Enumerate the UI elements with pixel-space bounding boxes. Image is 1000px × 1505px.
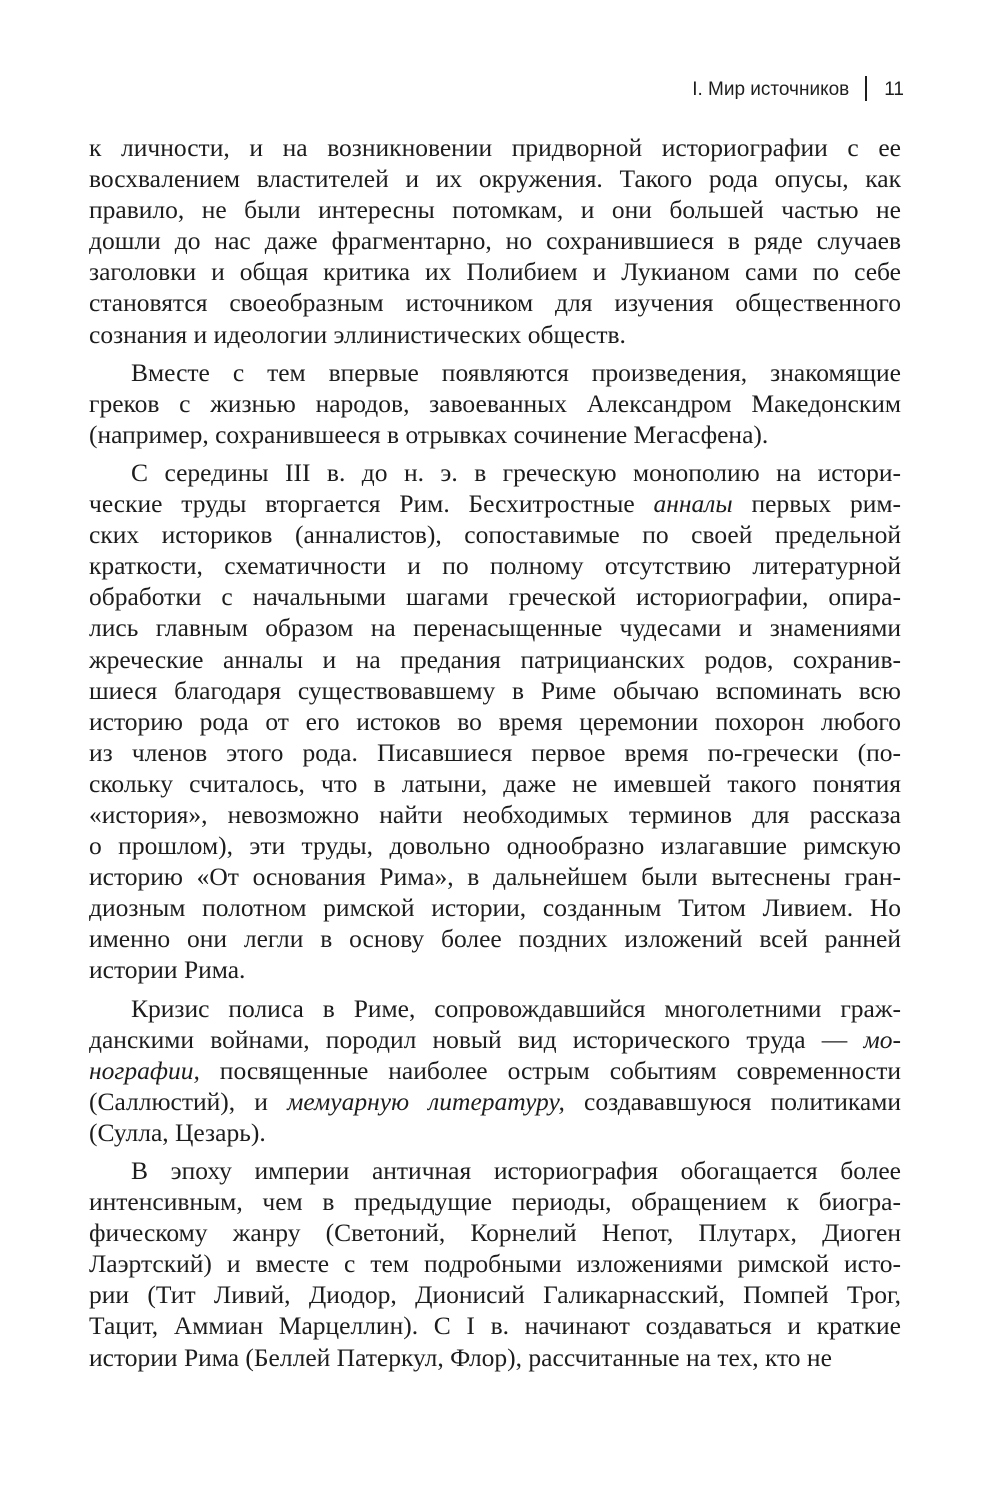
text-run: лись главным образом на перенасыщенные чудесами и знамениями: [89, 613, 901, 643]
text-line: [89, 132, 901, 163]
text-line: [89, 993, 901, 1024]
text-run: (Сулла, Цезарь).: [89, 1117, 266, 1147]
text-run: диозным полотном римской истории, созданным Титом Ливием. Но: [89, 893, 901, 923]
text-line: [89, 706, 901, 737]
text-line: [89, 357, 901, 388]
text-run: В эпоху империи античная историография обогащается более: [131, 1156, 901, 1185]
text-run: «история», невозможно найти необходимых терминов для рассказа: [89, 799, 901, 829]
text-line: [89, 1186, 901, 1217]
text-run: к личности, и на возникновении придворной историографии с ее: [89, 133, 901, 162]
text-run: шиеся благодаря существовавшему в Риме обычаю вспоминать всю: [89, 675, 901, 705]
text-run: греков с жизнью народов, завоеванных Александром Македонским: [89, 388, 901, 418]
text-run: краткости, схематичности и по полному отсутствию литературной: [89, 551, 901, 581]
text-line: [89, 1155, 901, 1186]
text-run: Кризис полиса в Риме, сопровождавшийся многолетними граж-: [131, 993, 901, 1023]
text-run: именно они легли в основу более поздних изложений всей ранней: [89, 924, 901, 954]
text-line: [89, 923, 901, 954]
text-run: правило, не были интересны потомкам, и они большей частью не: [89, 195, 901, 225]
text-line: [89, 388, 901, 419]
text-line: [89, 419, 901, 450]
text-line: [89, 799, 901, 830]
text-run: о прошлом), эти труды, довольно однообразно излагавшие римскую: [89, 831, 901, 861]
text-run: жреческие анналы и на предания патрицианских родов, сохранив-: [89, 644, 901, 674]
text-line: [89, 1310, 901, 1341]
paragraph: [89, 357, 901, 450]
text-line: [89, 861, 901, 892]
text-line: [89, 457, 901, 488]
text-run: Тацит, Аммиан Марцеллин). С I в. начинают создаваться и краткие: [89, 1311, 901, 1341]
paragraph: [89, 993, 901, 1148]
italic-term: нографии,: [89, 1055, 200, 1085]
text-line: [89, 194, 901, 225]
italic-term: анналы: [653, 489, 733, 519]
text-line: [89, 1117, 901, 1148]
body-text: [89, 132, 901, 1373]
text-run: истории Рима.: [89, 955, 246, 985]
text-line: [89, 581, 901, 612]
text-line: [89, 892, 901, 923]
paragraph: [89, 132, 901, 350]
text-run: сознания и идеологии эллинистических обществ.: [89, 319, 626, 349]
paragraph: [89, 457, 901, 986]
text-line: [89, 1279, 901, 1310]
text-line: [89, 1055, 901, 1086]
text-run: дошли до нас даже фрагментарно, но сохранившиеся в ряде случаев: [89, 226, 901, 256]
header-divider: [865, 76, 867, 101]
text-run: интенсивным, чем в предыдущие периоды, обращением к биогра-: [89, 1187, 901, 1217]
chapter-title: I. Мир источников: [692, 79, 850, 100]
text-line: [89, 1342, 901, 1373]
text-run: ских историков (анналистов), сопоставимые по своей предельной: [89, 520, 901, 550]
text-run: ческие труды вторгается Рим. Бесхитростные: [89, 489, 654, 519]
text-line: [89, 1024, 901, 1055]
text-run: первых рим-: [732, 489, 902, 519]
text-line: [89, 163, 901, 194]
text-run: фическому жанру (Светоний, Корнелий Непот, Плутарх, Диоген: [89, 1218, 901, 1248]
text-run: Лаэртский) и вместе с тем подробными изложениями римской исто-: [89, 1249, 901, 1279]
paragraph: [89, 1155, 901, 1373]
text-line: [89, 519, 901, 550]
text-line: [89, 550, 901, 581]
running-head: [692, 76, 904, 103]
text-line: [89, 1217, 901, 1248]
text-run: рии (Тит Ливий, Диодор, Дионисий Галикарнасский, Помпей Трог,: [89, 1280, 901, 1310]
text-line: [89, 644, 901, 675]
text-line: [89, 319, 901, 350]
text-run: создававшуюся политиками: [564, 1086, 901, 1116]
text-line: [89, 488, 901, 519]
text-line: [89, 225, 901, 256]
page-number: 11: [884, 79, 904, 100]
text-run: обработки с начальными шагами греческой историографии, опира-: [89, 582, 901, 612]
text-run: становятся своеобразным источником для изучения общественного: [89, 288, 901, 318]
text-line: [89, 1086, 901, 1117]
text-run: истории Рима (Беллей Патеркул, Флор), рассчитанные на тех, кто не: [89, 1342, 832, 1372]
text-line: [89, 612, 901, 643]
text-line: [89, 287, 901, 318]
text-run: из членов этого рода. Писавшиеся первое время по-гречески (по-: [89, 737, 901, 767]
text-line: [89, 256, 901, 287]
italic-term: мо-: [863, 1024, 901, 1054]
text-run: посвященные наиболее острым событиям современности: [199, 1055, 901, 1085]
text-run: (например, сохранившееся в отрывках сочинение Мегасфена).: [89, 419, 769, 449]
text-line: [89, 768, 901, 799]
text-run: С середины III в. до н. э. в греческую монополию на истори-: [131, 457, 901, 487]
text-run: историю рода от его истоков во время церемонии похорон любого: [89, 706, 901, 736]
text-line: [89, 830, 901, 861]
text-run: Вместе с тем впервые появляются произведения, знакомящие: [131, 357, 901, 387]
text-run: восхвалением властителей и их окружения. Такого рода опусы, как: [89, 164, 901, 194]
text-run: историю «От основания Рима», в дальнейшем были вытеснены гран-: [89, 862, 901, 892]
text-line: [89, 675, 901, 706]
text-line: [89, 1248, 901, 1279]
text-run: скольку считалось, что в латыни, даже не имевшей такого понятия: [89, 768, 901, 798]
text-run: (Саллюстий), и: [89, 1086, 288, 1116]
text-run: данскими войнами, породил новый вид исторического труда —: [89, 1024, 864, 1054]
text-run: заголовки и общая критика их Полибием и Лукианом сами по себе: [89, 257, 901, 287]
italic-term: мемуарную литературу,: [287, 1086, 565, 1116]
text-line: [89, 954, 901, 985]
text-line: [89, 737, 901, 768]
